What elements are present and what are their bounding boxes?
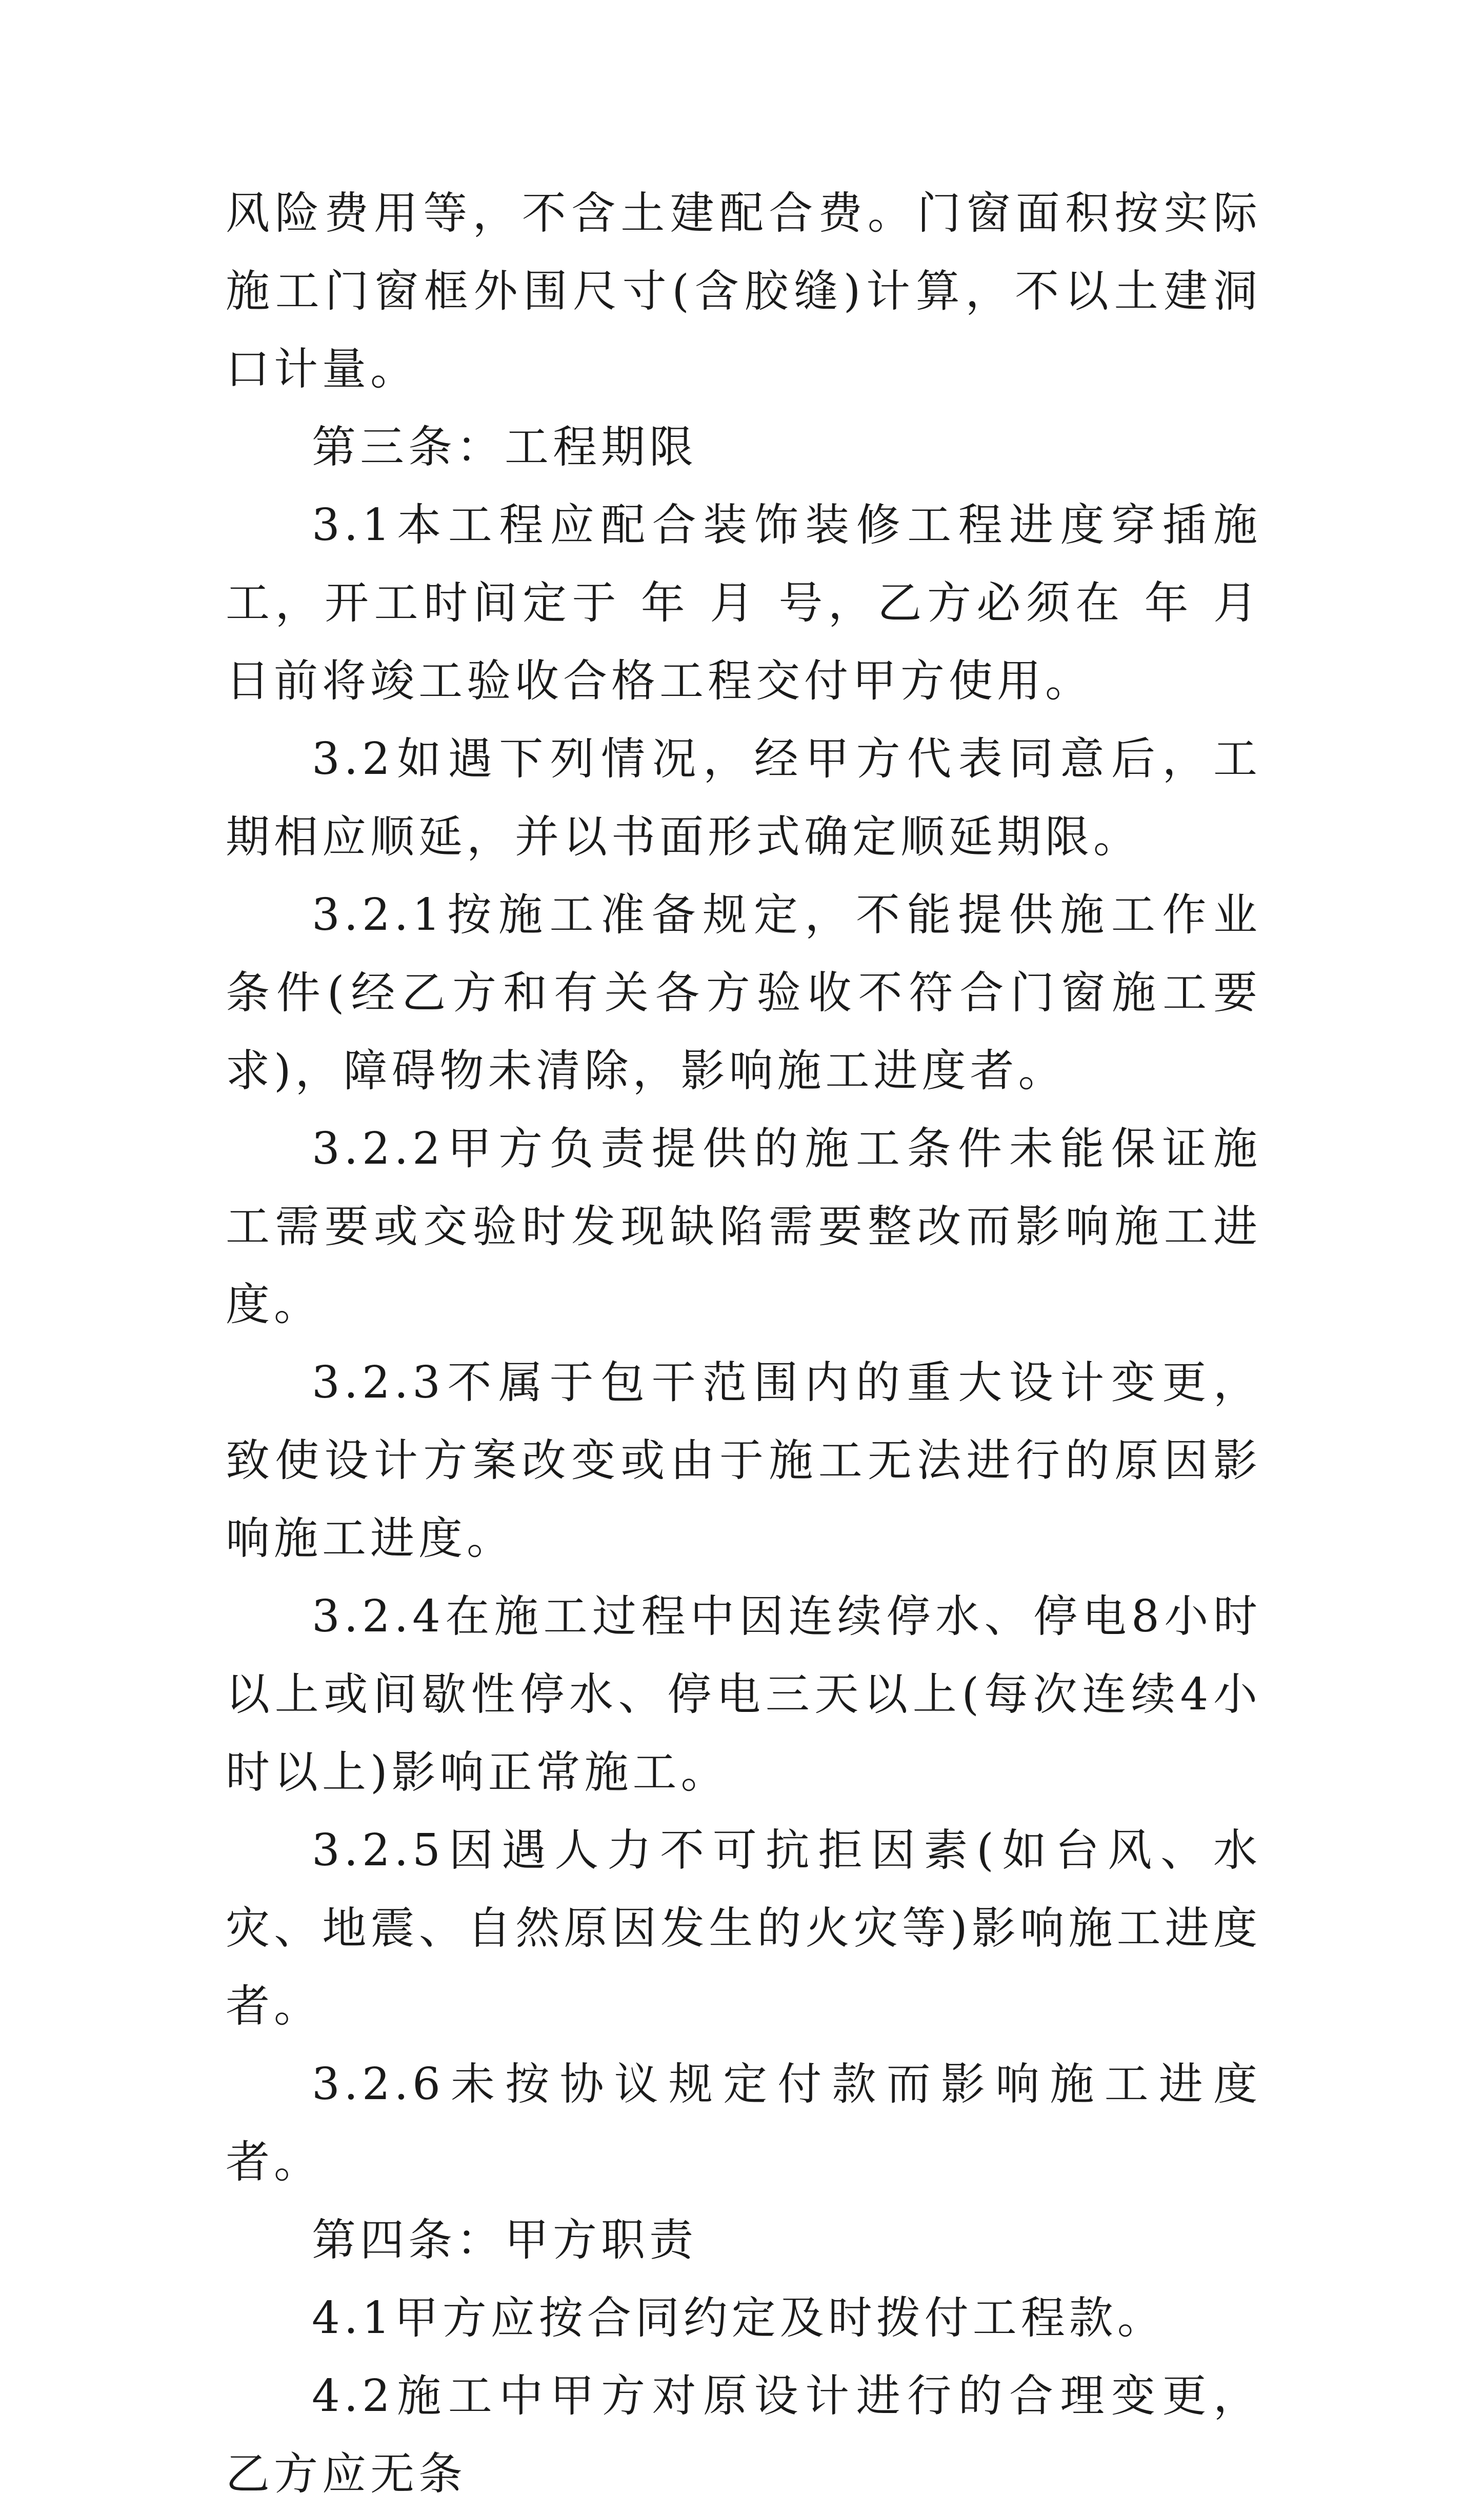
clause-3-2-5: 3.2.5因遇人力不可抗拒因素(如台风、水灾、地震、自然原因发生的火灾等)影响施工进度者。 [226, 1825, 1261, 2032]
article-4-heading: 第四条：甲方职责 [312, 2215, 697, 2266]
article-3-heading: 第三条：工程期限 [312, 422, 697, 473]
clause-3-2-2: 3.2.2甲方负责提供的施工条件未能保证施工需要或交验时发现缺陷需要整改而影响施工进度。 [226, 1123, 1261, 1330]
clause-4-1: 4.1甲方应按合同约定及时拨付工程款。 [312, 2292, 1166, 2344]
clause-4-2: 4.2施工中甲方对原设计进行的合理变更，乙方应无条 [226, 2370, 1261, 2500]
document-body [226, 174, 1261, 2513]
clause-3-2-3: 3.2.3不属于包干范围内的重大设计变更，致使设计方案改变或由于施工无法进行的原因影响施工进度。 [226, 1357, 1261, 1564]
clause-3-2-4: 3.2.4在施工过程中因连续停水、停电8小时以上或间歇性停水、停电三天以上(每次连续4小时以上)影响正常施工。 [226, 1591, 1261, 1798]
clause-3-2: 3.2如遇下列情况，经甲方代表同意后，工期相应顺延，并以书面形式确定顺延期限。 [226, 733, 1261, 863]
clause-3-1: 3.1本工程应配合装饰装修工程进度穿插施工，开工时间定于 年 月 号，乙方必须在 年 月 日前将竣工验收合格工程交付甲方使用。 [226, 500, 1261, 707]
paragraph-continuation: 风险费用等，不含土建配合费。门窗面积按实际施工门窗框外围尺寸(含胶缝)计算，不以土建洞口计量。 [226, 188, 1261, 395]
clause-3-2-6: 3.2.6未按协议规定付款而影响施工进度者。 [226, 2059, 1261, 2188]
clause-3-2-1: 3.2.1按施工准备规定，不能提供施工作业条件(经乙方和有关各方验收不符合门窗施工要求)，障碍物未清除，影响施工进度者。 [226, 889, 1261, 1096]
